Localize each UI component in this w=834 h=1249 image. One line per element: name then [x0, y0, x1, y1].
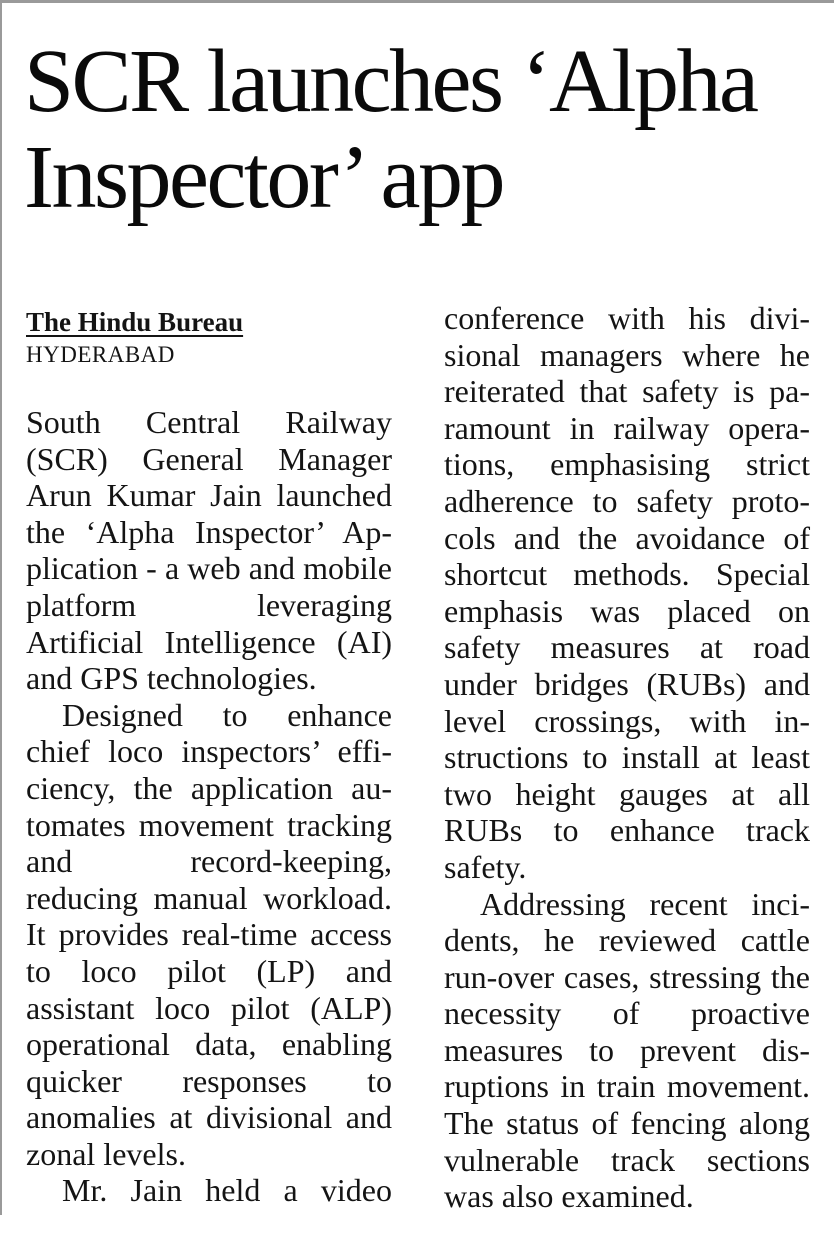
article-column-right [444, 300, 810, 1215]
paragraph: Mr. Jain held a video [62, 1172, 392, 1209]
article-column-left [26, 300, 392, 1209]
paragraph: Addressing recent incidents, he reviewed cattle run-over cases, stressing the necessity of proactive measures to prevent disruptions in train movement. The status of fencing along vulnerable track sections was also examined. [444, 885, 810, 1215]
byline: The Hindu Bureau [26, 307, 244, 337]
left-border-rule [0, 0, 2, 1215]
paragraph: conference with his divisional managers where he reiterated that safety is paramount in railway operations, emphasising strict adherence to safety protocols and the avoidance of shortcut methods. Special emphasis was placed on safety measures at road under bridges (RUBs) and level crossings, with instructions to install at least two height gauges at all RUBs to enhance track safety. [444, 300, 810, 885]
paragraph: South Central Railway (SCR) General Manager Arun Kumar Jain launched the ‘Alpha Inspector’ Application - a web and mobile platform leveraging Artificial Intelligence (AI) and GPS technologies. [26, 404, 392, 697]
top-border-rule [0, 0, 834, 3]
paragraph: Designed to enhance chief loco inspectors’ efficiency, the application automates movement tracking and record-keeping, reducing manual workload. It provides real-time access to loco pilot (LP) and assistant loco pilot (ALP) operational data, enabling quicker responses to anomalies at divisional and zonal levels. [26, 696, 392, 1172]
headline: SCR launches ‘Alpha Inspector’ app [24, 32, 757, 227]
dateline: HYDERABAD [26, 342, 175, 367]
